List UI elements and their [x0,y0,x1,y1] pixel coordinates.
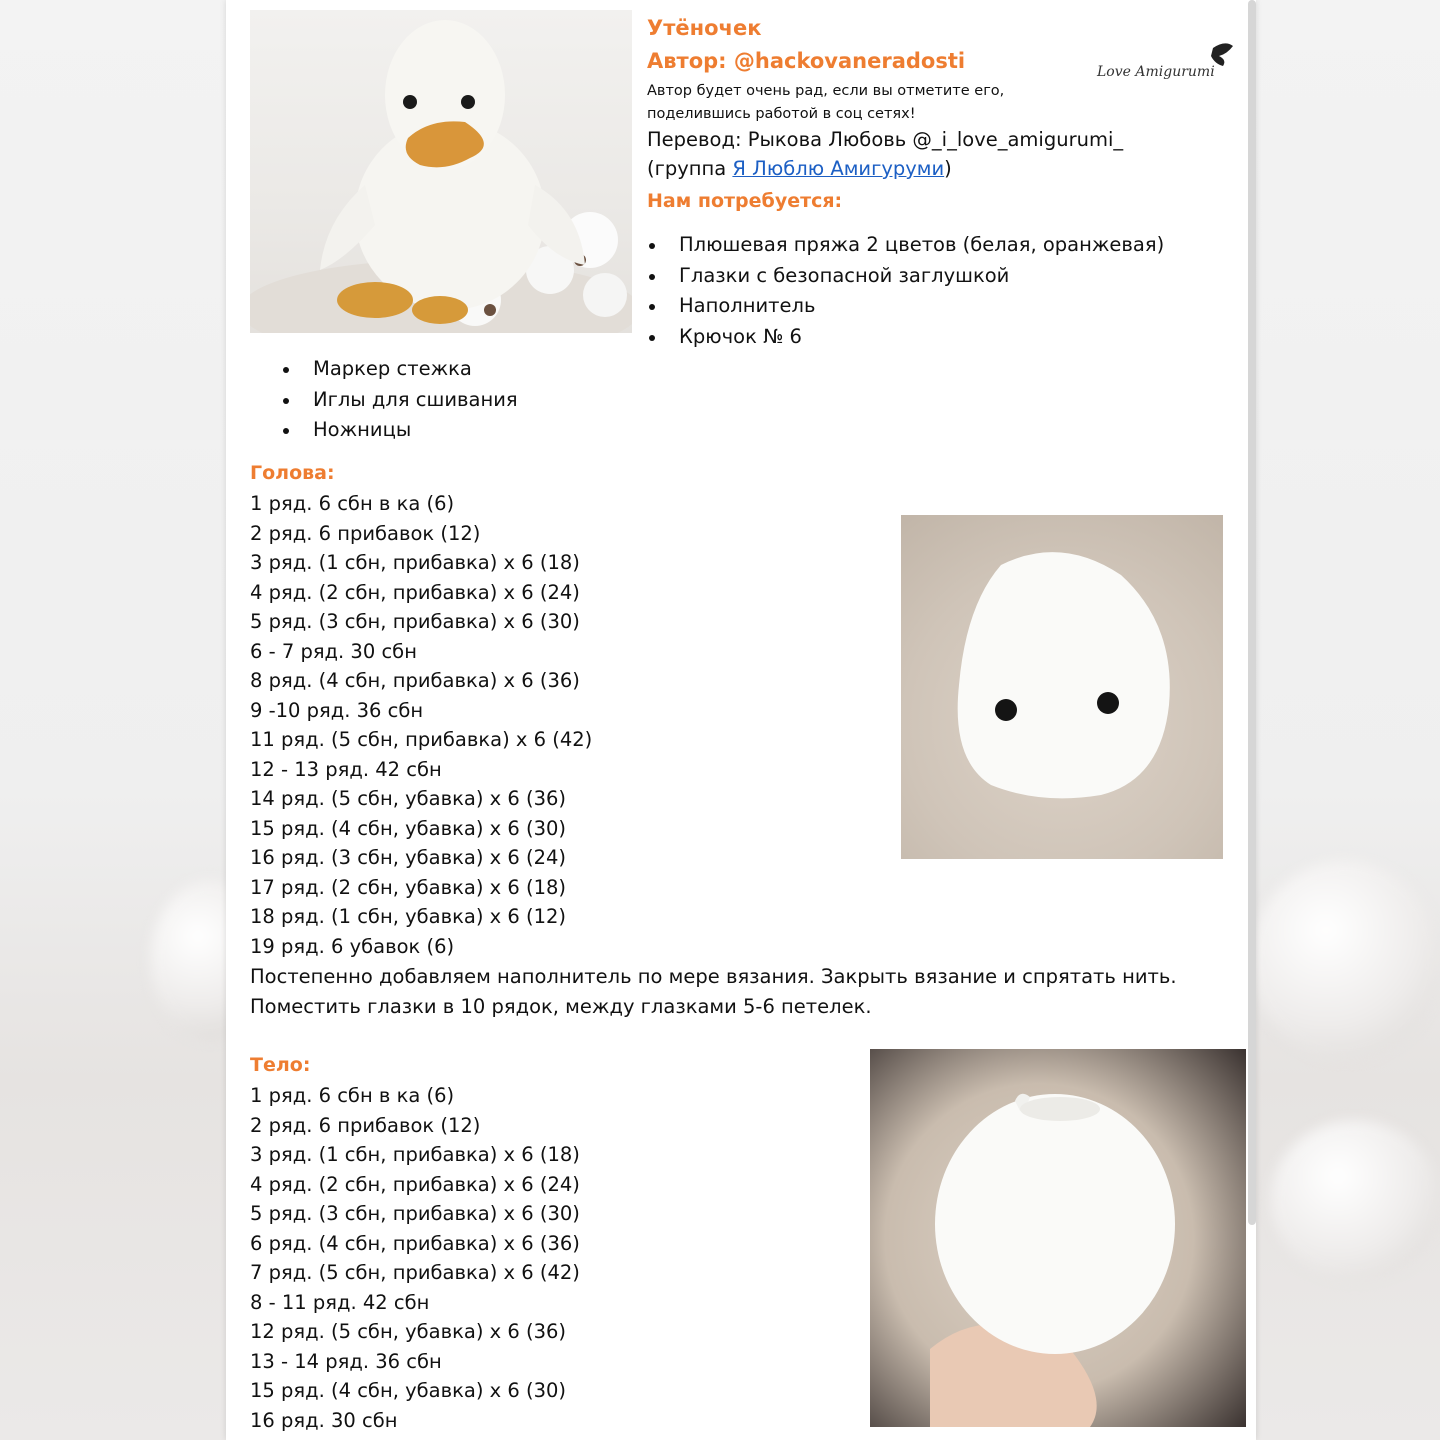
list-item: Иглы для сшивания [281,385,518,416]
list-item: Глазки с безопасной заглушкой [647,261,1164,292]
pattern-row: 11 ряд. (5 сбн, прибавка) х 6 (42) [250,728,593,751]
love-amigurumi-logo [1095,38,1245,98]
body-heading: Тело: [250,1054,311,1076]
head-photo [901,515,1223,859]
pattern-row: 6 ряд. (4 сбн, прибавка) х 6 (36) [250,1231,580,1255]
author-line: Автор: @hackovaneradosti [647,49,966,73]
pattern-row: 8 ряд. (4 сбн, прибавка) х 6 (36) [250,669,580,692]
translation-line: Перевод: Рыкова Любовь @_i_love_amigurumi_ [647,128,1124,151]
pattern-row: 5 ряд. (3 сбн, прибавка) х 6 (30) [250,1202,580,1225]
duck-photo [250,10,632,333]
pattern-row: 3 ряд. (1 сбн, прибавка) х 6 (18) [250,1143,580,1166]
background-cotton-right-low [1270,1120,1440,1280]
body-photo [870,1049,1246,1427]
list-item: Наполнитель [647,291,1164,322]
pattern-row: 18 ряд. (1 сбн, убавка) х 6 (12) [250,905,567,928]
list-item: Крючок № 6 [647,322,1164,353]
pattern-row: 14 ряд. (5 сбн, убавка) х 6 (36) [250,787,567,810]
pattern-row: 2 ряд. 6 прибавок (12) [250,521,481,545]
materials-heading: Нам потребуется: [647,190,843,212]
pattern-row: 1 ряд. 6 сбн в ка (6) [250,492,455,515]
logo-text: Love Amigurumi [1097,64,1215,80]
pattern-row: 19 ряд. 6 убавок (6) [250,934,455,958]
head-note-1: Постепенно добавляем наполнитель по мере вязания. Закрыть вязание и спрятать нить. [250,965,1177,988]
pattern-row: 4 ряд. (2 сбн, прибавка) х 6 (24) [250,580,580,604]
group-prefix: (группа [647,157,733,180]
pattern-title: Утёночек [647,16,762,40]
pattern-row: 7 ряд. (5 сбн, прибавка) х 6 (42) [250,1261,580,1284]
group-link[interactable]: Я Люблю Амигуруми [732,157,945,180]
pattern-row: 5 ряд. (3 сбн, прибавка) х 6 (30) [250,610,580,633]
pattern-row: 13 - 14 ряд. 36 сбн [250,1349,442,1373]
materials-list-left [281,354,518,446]
scrollbar[interactable] [1248,0,1256,1225]
head-heading: Голова: [250,462,335,484]
list-item: Плюшевая пряжа 2 цветов (белая, оранжевая) [647,230,1164,261]
group-line [647,157,952,180]
head-rows [250,489,592,961]
pattern-row: 8 - 11 ряд. 42 сбн [250,1290,430,1314]
pattern-row: 3 ряд. (1 сбн, прибавка) х 6 (18) [250,551,580,574]
pattern-row: 1 ряд. 6 сбн в ка (6) [250,1084,455,1107]
author-note-1: Автор будет очень рад, если вы отметите его, [647,83,1005,99]
pattern-row: 2 ряд. 6 прибавок (12) [250,1113,481,1137]
author-note-2: поделившись работой в соц сетях! [647,106,916,122]
group-suffix: ) [944,157,952,180]
pattern-row: 4 ряд. (2 сбн, прибавка) х 6 (24) [250,1172,580,1196]
pattern-row: 16 ряд. 30 сбн [250,1408,398,1432]
list-item: Маркер стежка [281,354,518,385]
list-item: Ножницы [281,415,518,446]
pattern-row: 15 ряд. (4 сбн, убавка) х 6 (30) [250,816,567,840]
background-cotton-right [1250,860,1440,1060]
pattern-row: 12 - 13 ряд. 42 сбн [250,757,442,781]
pattern-row: 17 ряд. (2 сбн, убавка) х 6 (18) [250,875,567,899]
pattern-row: 6 - 7 ряд. 30 сбн [250,639,417,663]
pattern-row: 9 -10 ряд. 36 сбн [250,698,424,722]
materials-list-right [647,230,1164,352]
head-note-2: Поместить глазки в 10 рядок, между глазками 5-6 петелек. [250,995,872,1018]
pattern-row: 15 ряд. (4 сбн, убавка) х 6 (30) [250,1379,567,1402]
pattern-row: 12 ряд. (5 сбн, убавка) х 6 (36) [250,1320,567,1343]
body-rows [250,1081,580,1435]
pattern-row: 16 ряд. (3 сбн, убавка) х 6 (24) [250,846,567,869]
